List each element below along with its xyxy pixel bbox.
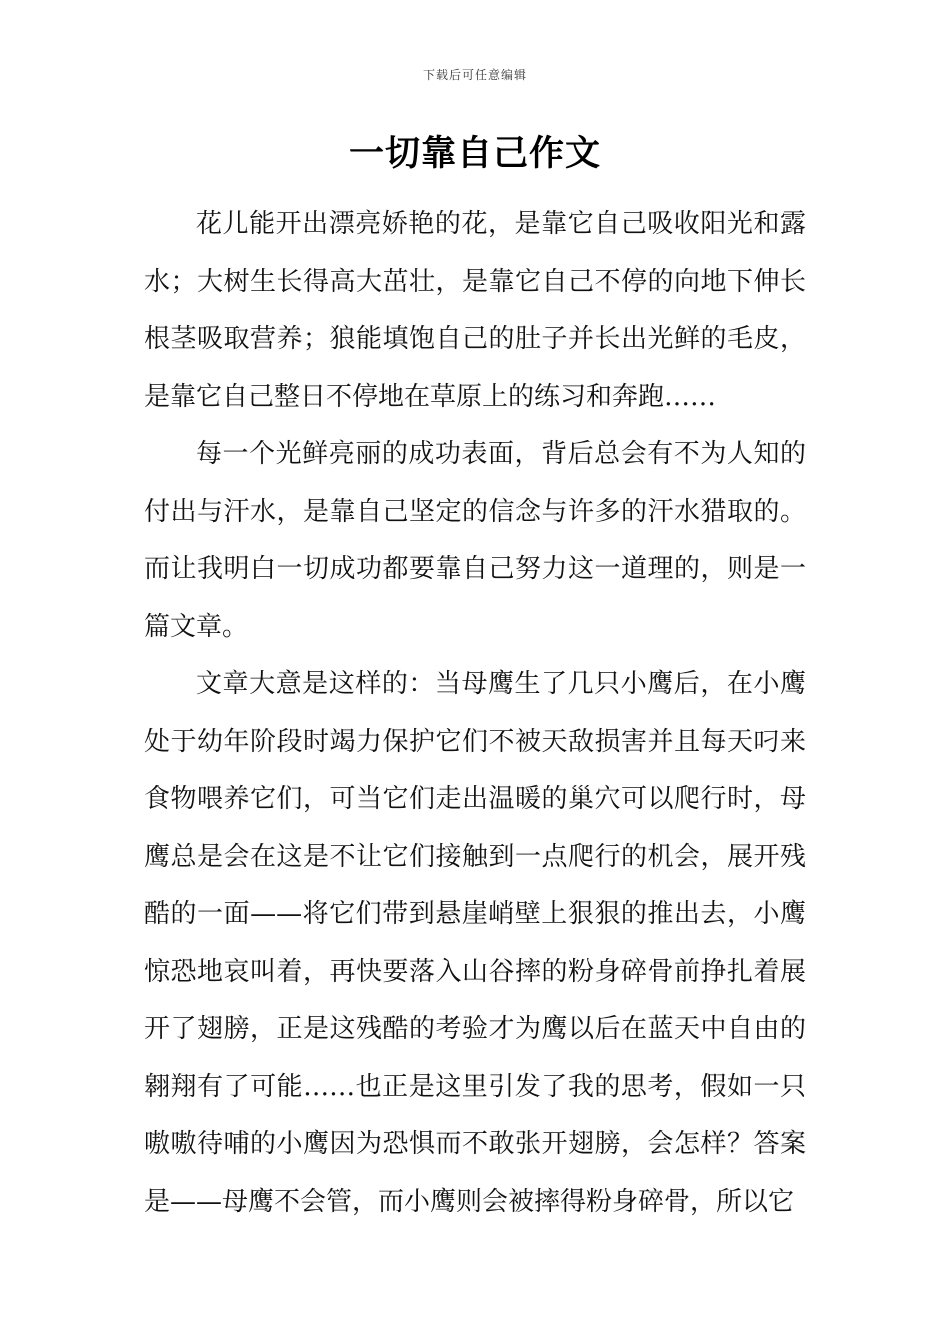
paragraph-2: 每一个光鲜亮丽的成功表面，背后总会有不为人知的付出与汗水，是靠自己坚定的信念与许多的汗水猎取的。而让我明白一切成功都要靠自己努力这一道理的，则是一篇文章。 xyxy=(144,439,806,642)
header-note: 下载后可任意编辑 xyxy=(422,68,527,82)
paragraph-1: 花儿能开出漂亮娇艳的花，是靠它自己吸收阳光和露水；大树生长得高大茁壮，是靠它自己不停的向地下伸长根茎吸取营养；狼能填饱自己的肚子并长出光鲜的毛皮，是靠它自己整日不停地在草原上的练习和奔跑…… xyxy=(144,209,806,412)
document-title: 一切靠自己作文 xyxy=(348,134,601,174)
paragraph-3: 文章大意是这样的：当母鹰生了几只小鹰后，在小鹰处于幼年阶段时竭力保护它们不被天敌损害并且每天叼来食物喂养它们，可当它们走出温暖的巢穴可以爬行时，母鹰总是会在这是不让它们接触到一点爬行的机会，展开残酷的一面——将它们带到悬崖峭壁上狠狠的推出去，小鹰惊恐地哀叫着，再快要落入山谷摔的粉身碎骨前挣扎着展开了翅膀，正是这残酷的考验才为鹰以后在蓝天中自由的翱翔有了可能……也正是这里引发了我的思考，假如一只嗷嗷待哺的小鹰因为恐惧而不敢张开翅膀，会怎样？答案是——母鹰不会管，而小鹰则会被摔得粉身碎骨，所以它 xyxy=(144,669,806,1217)
document-body xyxy=(144,196,806,1231)
